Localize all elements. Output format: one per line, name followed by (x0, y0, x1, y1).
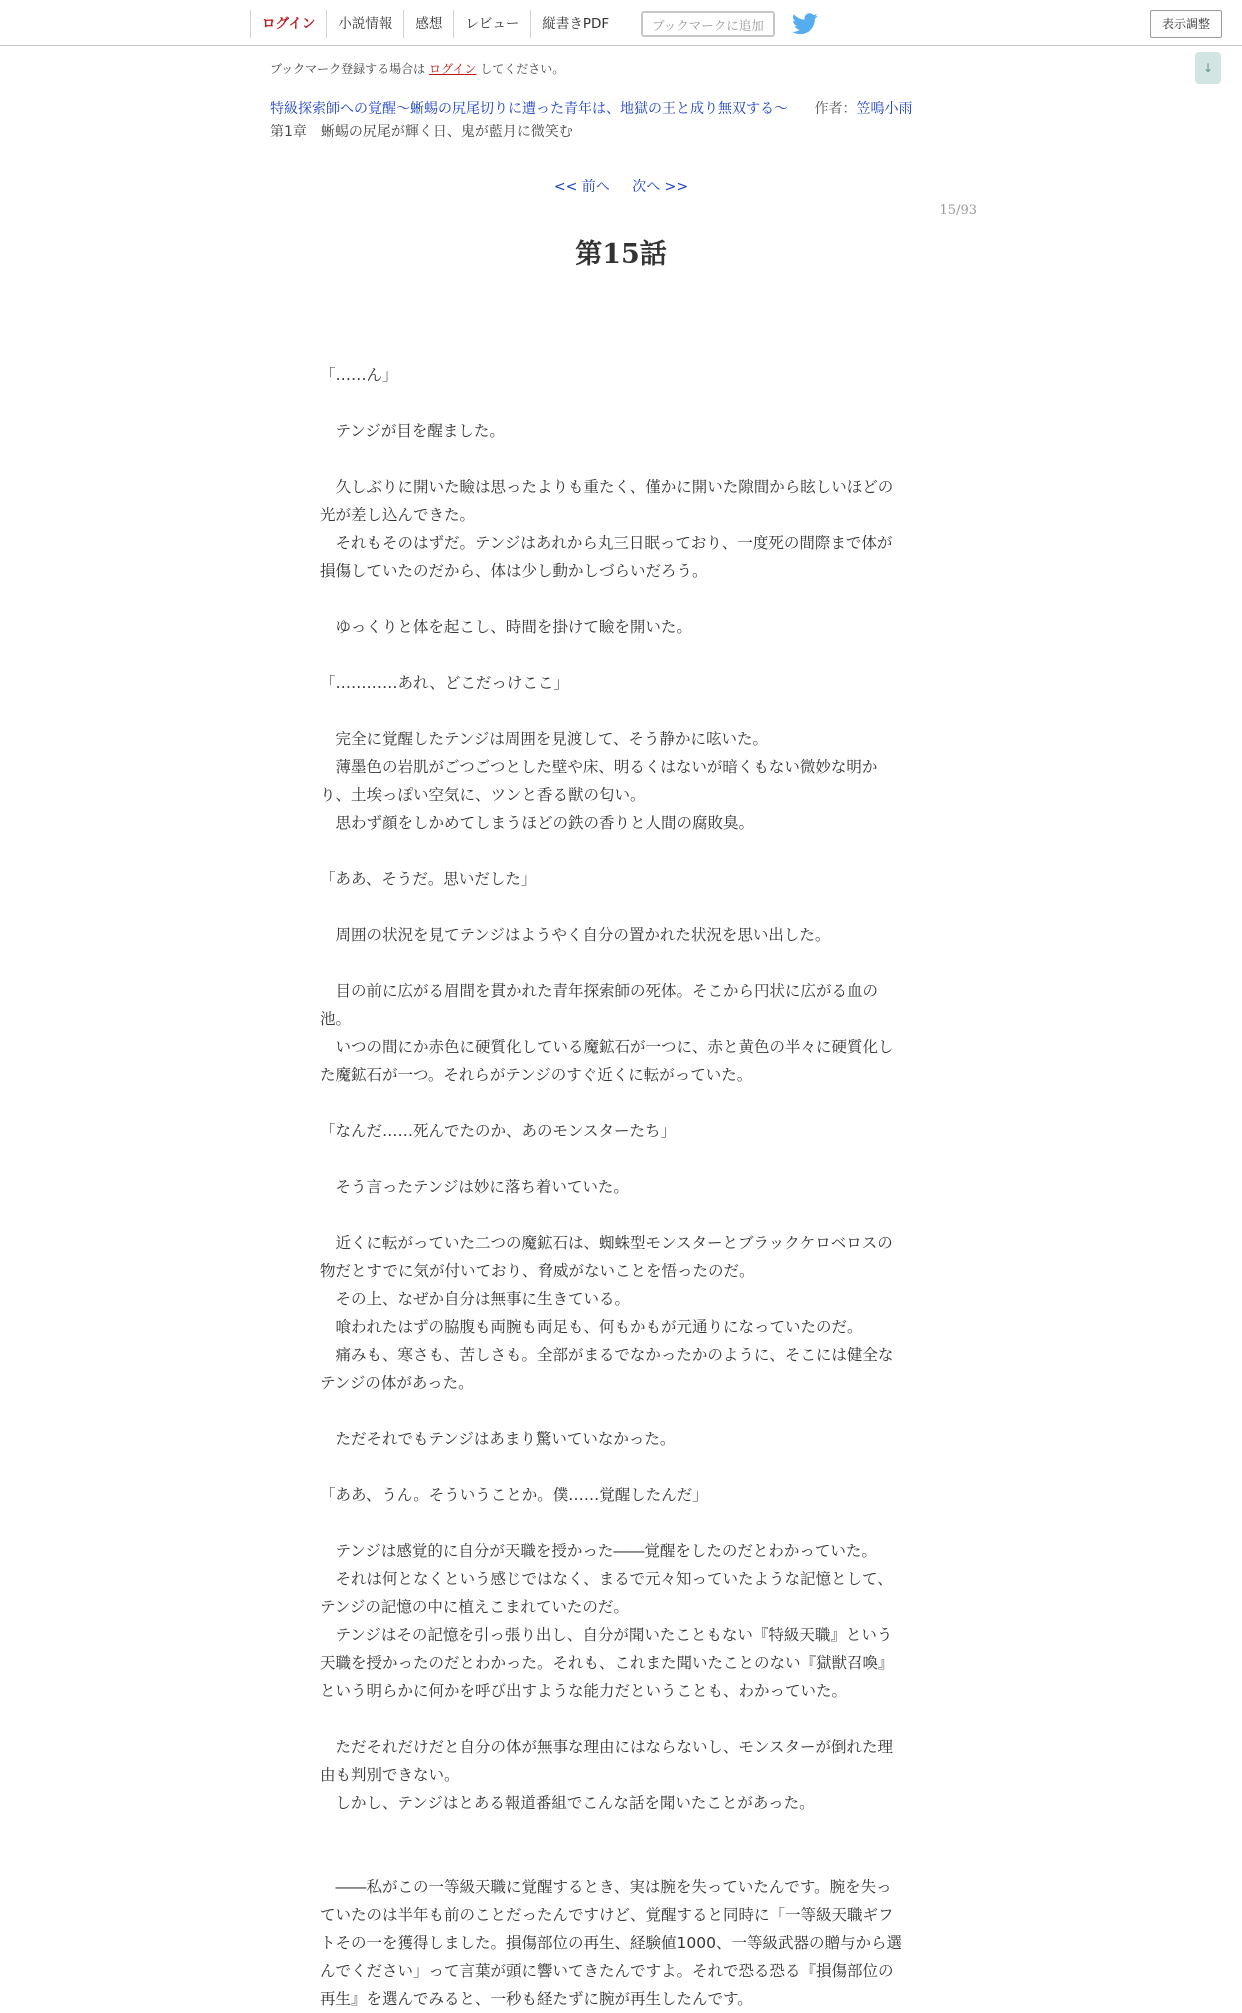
body-line (320, 1145, 920, 1173)
body-line: いつの間にか赤色に硬質化している魔鉱石が一つに、赤と黄色の半々に硬質化し (320, 1038, 894, 1056)
body-line: 周囲の状況を見てテンジはようやく自分の置かれた状況を思い出した。 (320, 926, 831, 944)
body-line: 薄墨色の岩肌がごつごつとした壁や床、明るくはないが暗くもない微妙な明か (320, 758, 878, 776)
body-line: トその一を獲得しました。損傷部位の再生、経験値1000、一等級武器の贈与から選 (320, 1934, 902, 1952)
author-label: 作者： (814, 101, 857, 117)
body-line (320, 585, 920, 613)
prev-episode-link[interactable]: << 前へ (553, 179, 610, 195)
episode-title: 第15話 (575, 239, 667, 270)
body-line (320, 1817, 920, 1845)
body-line (320, 445, 920, 473)
body-line (320, 1845, 920, 1873)
novel-title-line (270, 98, 912, 118)
display-settings-button[interactable]: 表示調整 (1150, 10, 1222, 38)
body-line: 完全に覚醒したテンジは周囲を見渡して、そう静かに呟いた。 (320, 730, 769, 748)
body-line (320, 697, 920, 725)
body-line: テンジの記憶の中に植えこまれていたのだ。 (320, 1598, 629, 1616)
bookmark-notice-suffix: してください。 (480, 62, 565, 76)
body-line (320, 949, 920, 977)
body-line (320, 1201, 920, 1229)
body-line: 久しぶりに開いた瞼は思ったよりも重たく、僅かに開いた隙間から眩しいほどの (320, 478, 894, 496)
body-line: 「…………あれ、どこだっけここ」 (320, 674, 569, 692)
body-line: テンジが目を醒ました。 (320, 422, 505, 440)
body-line: それは何となくという感じではなく、まるで元々知っていたような記憶として、 (320, 1570, 893, 1588)
top-header (0, 0, 1242, 46)
body-line (320, 641, 920, 669)
body-line: 近くに転がっていた二つの魔鉱石は、蜘蛛型モンスターとブラックケロベロスの (320, 1234, 893, 1252)
body-line: り、土埃っぽい空気に、ツンと香る獣の匂い。 (320, 786, 646, 804)
body-line: 痛みも、寒さも、苦しさも。全部がまるでなかったかのように、そこには健全な (320, 1346, 894, 1364)
body-line: 喰われたはずの脇腹も両腕も両足も、何もかもが元通りになっていたのだ。 (320, 1318, 863, 1336)
episode-pager (0, 176, 1242, 196)
body-line: 池。 (320, 1010, 352, 1028)
bookmark-login-notice (270, 60, 564, 77)
add-bookmark-button[interactable]: ブックマークに追加 (641, 11, 775, 37)
body-line: 再生』を選んでみると、一秒も経たずに腕が再生したんです。 (320, 1990, 753, 2008)
body-line (320, 1397, 920, 1425)
body-line: ゆっくりと体を起こし、時間を掛けて瞼を開いた。 (320, 618, 692, 636)
body-line: ただそれだけだと自分の体が無事な理由にはならないし、モンスターが倒れた理 (320, 1738, 894, 1756)
author-link[interactable]: 笠鳴小雨 (856, 101, 913, 117)
bookmark-notice-prefix: ブックマーク登録する場合は (270, 62, 426, 76)
body-line: 天職を授かったのだとわかった。それも、これまた聞いたことのない『獄獣召喚』 (320, 1654, 894, 1672)
body-line: その上、なぜか自分は無事に生きている。 (320, 1290, 631, 1308)
body-line (320, 1705, 920, 1733)
chapter-title: 第1章 蜥蜴の尻尾が輝く日、鬼が藍月に微笑む (270, 124, 573, 140)
body-line: それもそのはずだ。テンジはあれから丸三日眠っており、一度死の間際まで体が (320, 534, 893, 552)
next-episode-link[interactable]: 次へ >> (632, 179, 689, 195)
body-line: 「ああ、うん。そういうことか。僕……覚醒したんだ」 (320, 1486, 708, 1504)
body-line: テンジは感覚的に自分が天職を授かった――覚醒をしたのだとわかっていた。 (320, 1542, 877, 1560)
body-line: ただそれでもテンジはあまり驚いていなかった。 (320, 1430, 676, 1448)
body-line: ていたのは半年も前のことだったんですけど、覚醒すると同時に「一等級天職ギフ (320, 1906, 894, 1924)
body-line: そう言ったテンジは妙に落ち着いていた。 (320, 1178, 629, 1196)
twitter-bird-icon[interactable] (792, 13, 818, 35)
body-line (320, 893, 920, 921)
body-line: 「なんだ……死んでたのか、あのモンスターたち」 (320, 1122, 677, 1140)
body-line (320, 1509, 920, 1537)
body-line: んでください」って言葉が頭に響いてきたんですよ。それで恐る恐る『損傷部位の (320, 1962, 894, 1980)
body-line: 目の前に広がる眉間を貫かれた青年探索師の死体。そこから円状に広がる血の (320, 982, 879, 1000)
body-line (320, 389, 920, 417)
body-line (320, 1453, 920, 1481)
body-line: 光が差し込んできた。 (320, 506, 476, 524)
body-line: テンジの体があった。 (320, 1374, 474, 1392)
body-line: 「ああ、そうだ。思いだした」 (320, 870, 537, 888)
body-line: 損傷していたのだから、体は少し動かしづらいだろう。 (320, 562, 708, 580)
body-line: という明らかに何かを呼び出すような能力だということも、わかっていた。 (320, 1682, 848, 1700)
body-line: テンジはその記憶を引っ張り出し、自分が聞いたこともない『特級天職』という (320, 1626, 893, 1644)
nav-novel-info[interactable]: 小説情報 (326, 10, 403, 38)
nav-login[interactable]: ログイン (250, 10, 326, 38)
bookmark-notice-login-link[interactable]: ログイン (429, 62, 477, 76)
body-line: 思わず顔をしかめてしまうほどの鉄の香りと人間の腐敗臭。 (320, 814, 755, 832)
nav-impressions[interactable]: 感想 (403, 10, 453, 38)
novel-body-text (320, 361, 920, 2013)
scroll-down-tab[interactable] (1195, 52, 1221, 84)
body-line: 由も判別できない。 (320, 1766, 460, 1784)
episode-page-count: 15/93 (939, 203, 977, 218)
body-line (320, 1089, 920, 1117)
body-line: 物だとすでに気が付いており、脅威がないことを悟ったのだ。 (320, 1262, 755, 1280)
body-line: た魔鉱石が一つ。それらがテンジのすぐ近くに転がっていた。 (320, 1066, 753, 1084)
body-line: しかし、テンジはとある報道番組でこんな話を聞いたことがあった。 (320, 1794, 815, 1812)
nav-reviews[interactable]: レビュー (453, 10, 530, 38)
arrow-down-icon: ↓ (1202, 61, 1214, 75)
twitter-bird-glyph (792, 13, 818, 35)
body-line: ――私がこの一等級天職に覚醒するとき、実は腕を失っていたんです。腕を失っ (320, 1878, 892, 1896)
top-nav (250, 10, 818, 38)
body-line: 「……ん」 (320, 366, 398, 384)
novel-title-link[interactable]: 特級探索師への覚醒～蜥蜴の尻尾切りに遭った青年は、地獄の王と成り無双する～ (270, 101, 788, 117)
body-line (320, 837, 920, 865)
nav-vertical-pdf[interactable]: 縦書きPDF (530, 10, 620, 38)
